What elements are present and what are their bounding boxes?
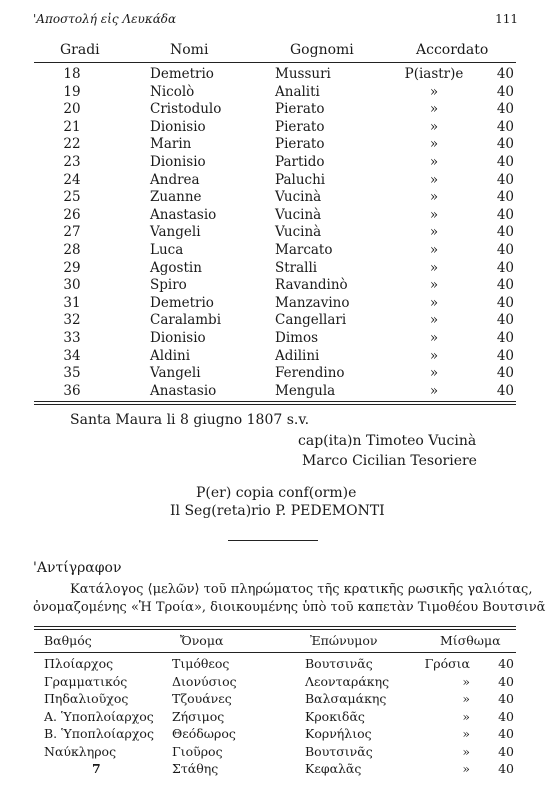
cell-currency: P(iastr)e [404,66,464,82]
cell-surname: Dimos [275,330,318,346]
cell-currency: » [462,673,470,689]
cell-amount: 40 [498,708,514,724]
cell-surname: Βουτσινᾶς [305,743,373,759]
cell-first-name: Cristodulo [150,101,222,118]
cell-grade: 27 [63,224,81,241]
cell-currency: » [429,365,439,382]
cell-currency: » [429,83,439,100]
cell-amount: 40 [496,382,514,399]
cell-first-name: Vangeli [150,365,201,382]
header-misthoma: Μίσθωμα [440,633,501,648]
intro-line-1: Κατάλογος ⟨μελῶν⟩ τοῦ πληρώματος τῆς κρατικῆς ρωσικῆς γαλιότας, [70,582,533,597]
cell-surname: Stralli [275,259,318,276]
cell-first-name: Θεόδωρος [172,726,236,741]
cell-rank: Πλοίαρχος [44,656,114,671]
cell-surname: Analiti [275,83,320,100]
cell-amount: 40 [496,206,514,223]
cell-amount: 40 [496,347,514,364]
cell-grade: 31 [63,294,81,311]
page-number: 111 [495,12,518,26]
cell-surname: Κορνήλιος [305,726,372,741]
cell-amount: 40 [496,294,514,311]
cell-grade: 26 [63,206,81,223]
cell-grade: 22 [63,136,81,153]
cell-amount: 40 [496,136,514,153]
cell-surname: Vucinà [275,206,322,223]
cell-surname: Ravandinò [275,277,348,294]
cell-first-name: Nicolò [150,83,195,100]
cell-currency: » [429,294,439,311]
cell-grade: 21 [63,118,81,135]
cell-currency: » [429,136,439,153]
cell-amount: 40 [496,277,514,294]
secretary-line: Il Seg(reta)rio P. PEDEMONTI [170,503,385,519]
cell-grade: 33 [63,330,81,346]
antigrafon-heading: 'Αντίγραφον [33,560,122,576]
cell-surname: Pierato [275,118,325,135]
cell-amount: 40 [498,691,514,706]
cell-grade: 20 [63,101,81,118]
cell-grade: 32 [63,312,81,329]
cell-surname: Cangellari [275,312,347,329]
cell-amount: 40 [496,224,514,241]
cell-currency: » [429,330,439,346]
cell-first-name: Ζήσιμος [172,708,225,724]
cell-first-name: Marin [150,136,192,153]
cell-grade: 28 [63,242,81,258]
cell-rank: Πηδαλιοῦχος [44,691,129,706]
cell-grade: 24 [63,171,81,188]
cell-amount: 40 [496,171,514,188]
cell-surname: Vucinà [275,189,322,206]
cell-rank: 7 [92,761,101,776]
cell-rank: Ναύκληρος [44,743,117,759]
cell-surname: Marcato [275,242,333,258]
section-divider [228,540,318,541]
cell-first-name: Τιμόθεος [172,656,230,671]
cell-currency: » [429,242,439,258]
cell-grade: 35 [63,365,81,382]
cell-currency: » [462,691,470,706]
running-head: 'Αποστολή εἰς Λευκάδα [33,12,177,26]
cell-currency: » [429,224,439,241]
cell-first-name: Διονύσιος [172,673,237,689]
cell-amount: 40 [496,242,514,258]
cell-currency: » [429,347,439,364]
intro-line-2: ὀνομαζομένης «Ἡ Τροία», διοικουμένης ὑπὸ τοῦ καπετὰν Τιμοθέου Βουτσινᾶ [33,600,546,615]
cell-grade: 25 [63,189,81,206]
header-nomi: Nomi [170,42,209,58]
cell-surname: Βαλσαμάκης [305,691,387,706]
cell-currency: » [429,171,439,188]
cell-currency: » [429,189,439,206]
cell-currency: » [462,708,470,724]
cell-amount: 40 [496,118,514,135]
cell-first-name: Γιοῦρος [172,743,223,759]
cell-grade: 36 [63,382,81,399]
cell-currency: » [429,101,439,118]
signature-captain: cap(ita)n Timoteo Vucinà [298,433,477,449]
table2-top-rule [34,626,516,630]
table1-bottom-rule [34,401,516,405]
cell-amount: 40 [498,673,514,689]
cell-amount: 40 [496,83,514,100]
cell-amount: 40 [496,330,514,346]
cell-surname: Mengula [275,382,336,399]
cell-currency: » [462,761,470,776]
cell-currency: » [462,726,470,741]
cell-grade: 34 [63,347,81,364]
signature-treasurer: Marco Cicilian Tesoriere [302,453,477,469]
cell-first-name: Spiro [150,277,187,294]
table2-header-rule [34,652,516,653]
cell-amount: 40 [498,761,514,776]
cell-surname: Mussuri [275,66,331,82]
cell-amount: 40 [496,312,514,329]
cell-first-name: Στάθης [172,761,219,776]
cell-surname: Paluchi [275,171,326,188]
table1-header-rule [34,62,516,63]
cell-first-name: Andrea [150,171,200,188]
cell-currency: » [429,277,439,294]
cell-amount: 40 [496,365,514,382]
cell-surname: Pierato [275,101,325,118]
cell-amount: 40 [496,101,514,118]
cell-currency: » [429,312,439,329]
cell-amount: 40 [496,189,514,206]
cell-grade: 23 [63,154,81,170]
cell-first-name: Vangeli [150,224,201,241]
cell-first-name: Aldini [150,347,191,364]
cell-first-name: Τζουάνες [172,691,232,706]
date-line: Santa Maura li 8 giugno 1807 s.v. [70,412,310,428]
cell-surname: Κεφαλᾶς [305,761,362,776]
cell-first-name: Demetrio [150,66,214,82]
cell-currency: » [429,154,439,170]
cell-grade: 18 [63,66,81,82]
cell-surname: Manzavino [275,294,350,311]
cell-currency: Γρόσια [424,656,470,671]
copy-line: P(er) copia conf(orm)e [196,485,357,501]
cell-surname: Adilini [275,347,320,364]
cell-grade: 30 [63,277,81,294]
cell-amount: 40 [498,743,514,759]
header-accordato: Accordato [416,42,489,58]
cell-rank: Α. Ὑποπλοίαρχος [44,708,154,724]
cell-grade: 29 [63,259,81,276]
header-bathmos: Βαθμός [44,633,92,648]
cell-first-name: Demetrio [150,294,214,311]
header-onoma: Ὄνομα [180,633,224,648]
cell-surname: Λεονταράκης [305,673,390,689]
cell-grade: 19 [63,83,81,100]
cell-surname: Κροκιδᾶς [305,708,365,724]
cell-amount: 40 [496,66,514,82]
cell-surname: Vucinà [275,224,322,241]
header-gognomi: Gognomi [290,42,354,58]
cell-first-name: Dionisio [150,118,206,135]
header-eponymon: Ἐπώνυμον [310,633,378,648]
cell-amount: 40 [498,656,514,671]
cell-amount: 40 [498,726,514,741]
cell-amount: 40 [496,154,514,170]
cell-rank: Γραμματικός [44,673,128,689]
cell-first-name: Anastasio [150,382,217,399]
cell-first-name: Luca [150,242,184,258]
cell-first-name: Agostin [150,259,202,276]
header-gradi: Gradi [60,42,100,58]
cell-first-name: Zuanne [150,189,202,206]
cell-amount: 40 [496,259,514,276]
cell-currency: » [429,382,439,399]
cell-surname: Ferendino [275,365,345,382]
cell-first-name: Dionisio [150,154,206,170]
cell-currency: » [429,118,439,135]
cell-first-name: Anastasio [150,206,217,223]
cell-first-name: Caralambi [150,312,222,329]
cell-currency: » [462,743,470,759]
cell-surname: Partido [275,154,325,170]
cell-surname: Βουτσινᾶς [305,656,373,671]
cell-surname: Pierato [275,136,325,153]
cell-rank: Β. Ὑποπλοίαρχος [44,726,154,741]
cell-currency: » [429,259,439,276]
cell-currency: » [429,206,439,223]
cell-first-name: Dionisio [150,330,206,346]
